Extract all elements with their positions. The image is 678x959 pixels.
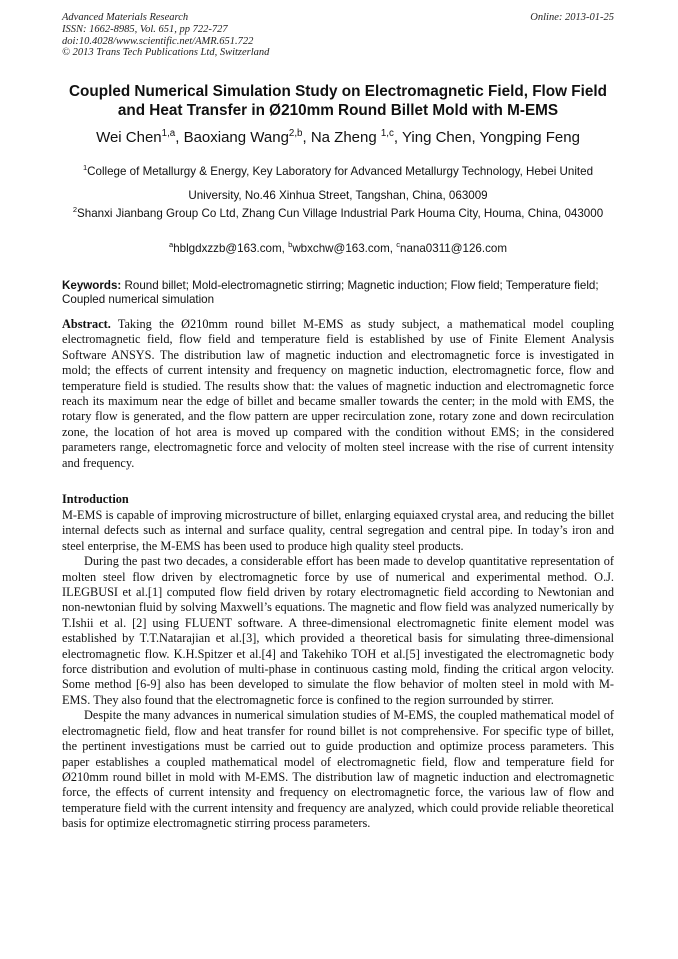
author-name: Baoxiang Wang [183,129,289,146]
email-superscript: b [288,240,293,250]
abstract-label: Abstract. [62,317,111,331]
author-superscript: 1,c [380,128,394,139]
author-name: Na Zheng [310,129,381,146]
author-name: Yongping Feng [479,129,580,146]
affiliation-superscript: 2 [72,205,78,215]
affiliation-superscript: 1 [82,163,88,173]
affiliation-text: Shanxi Jianbang Group Co Ltd, Zhang Cun Village Industrial Park Houma City, Houma, China, 043000 [77,207,604,220]
affiliation-text: College of Metallurgy & Energy, Key Laboratory for Advanced Metallurgy Technology, Hebei United University, No.46 Xinhua Street, Tangshan, China, 063009 [87,165,594,202]
keywords [62,279,614,308]
intro-paragraph-3: Despite the many advances in numerical simulation studies of M-EMS, the coupled mathematical model of electromagnetic field, flow and heat transfer for round billet is not comprehensive. For specific type of billet, the pertinent investigations must be carried out to guide production and optimize process parameters. This paper establishes a coupled mathematical model of electromagnetic field, flow and temperature field for Ø210mm round billet in mold with M-EMS. The distribution law of magnetic induction and electromagnetic force, the effects of current intensity and frequency on electromagnetic force, the various law of flow and temperature field with the current intensity and frequency are analyzed, which could provide reliable theoretical basis for optimize electromagnetic stirring process parameters. [62,708,614,831]
keywords-label: Keywords: [62,279,122,292]
online-date: Online: 2013-01-25 [530,12,614,23]
intro-paragraph-1: M-EMS is capable of improving microstructure of billet, enlarging equiaxed crystal area, and reducing the billet internal defects such as internal and surface quality, central segregation and central pipe. In today’s iron and steel enterprise, the M-EMS has been used to produce high quality steel products. [62,508,614,553]
email-superscript: a [169,240,174,250]
email-superscript: c [396,240,401,250]
paper-title: Coupled Numerical Simulation Study on Electromagnetic Field, Flow Field and Heat Transfer in Ø210mm Round Billet Mold with M-EMS [68,83,607,119]
abstract [62,317,614,471]
keywords-text: Round billet; Mold-electromagnetic stirring; Magnetic induction; Flow field; Temperature field; Coupled numerical simulation [62,279,599,307]
author-superscript: 2,b [288,128,303,139]
author-name: Wei Chen [96,129,162,146]
email: wbxchw@163.com [292,242,390,255]
affiliation-1 [62,160,614,208]
introduction-body [62,508,614,832]
email-list: $^a$hblgdxzzb@163.com, $^b$wbxchw@163.com, $^c$nana0311@126.com [169,240,507,255]
abstract-text: Taking the Ø210mm round billet M-EMS as study subject, a mathematical model coupling electromagnetic field, flow field and temperature field is established by use of Finite Element Analysis Software ANSYS. The distribution law of magnetic induction and electromagnetic force is investigated in mold; the effects of current intensity and frequency on magnetic induction, electromagnetic force, flow and temperature field is studied. The results show that: the values of magnetic induction and electromagnetic force reach its maximum near the edge of billet and became smaller towards the center; in the mold with EMS, the rotary flow is generated, and the flow pattern are upper recirculation zone, rotary zone and down recirculation zone, the location of hot area is moved up compared with the condition without EMS; in the considered parameters range, electromagnetic force and velocity of molten steel increase with the rise of current intensity and frequency. [62,317,614,470]
email: hblgdxzzb@163.com [173,242,282,255]
author-superscript: 1,a [161,128,176,139]
author-list: Wei Chen$^{1,a}$, Baoxiang Wang$^{2,b}$, Na Zheng $^{1,c}$, Ying Chen, Yongping Feng [96,128,580,146]
email: nana0311@126.com [400,242,507,255]
author-name: Ying Chen [401,129,472,146]
journal-name: Advanced Materials Research [62,12,189,23]
doi-line: doi:10.4028/www.scientific.net/AMR.651.722 [62,35,254,47]
issn-line: ISSN: 1662-8985, Vol. 651, pp 722-727 [62,23,228,35]
introduction-heading: Introduction [62,492,129,506]
copyright-line: © 2013 Trans Tech Publications Ltd, Switzerland [62,47,270,59]
affiliation-2 [62,202,614,226]
intro-paragraph-2: During the past two decades, a considerable effort has been made to develop quantitative representation of molten steel flow driven by electromagnetic force by use of numerical and experimental method. O.J. ILEGBUSI et al.[1] computed flow field driven by rotary electromagnetic field according to Newtonian and non-newtonian fluid by solving Maxwell’s equations. The magnetic and flow field was analyzed numerically by T.Ishii et al. [2] using FLUENT software. A three-dimensional electromagnetic finite element model was established by T.T.Natarajian et al.[3], which provided a theoretical basis for simulating three-dimensional electromagnetic flow. K.H.Spitzer et al.[4] and Takehiko TOH et al.[5] investigated the electromagnetic body force distribution and evolution of multi-phase in continuous casting mold, finding the critical argon velocity. Some method [6-9] also has been developed to simulate the flow behavior of molten steel in mold with M-EMS. They also found that the electromagnetic force is confined to the region surrounded by stirrer. [62,554,614,707]
